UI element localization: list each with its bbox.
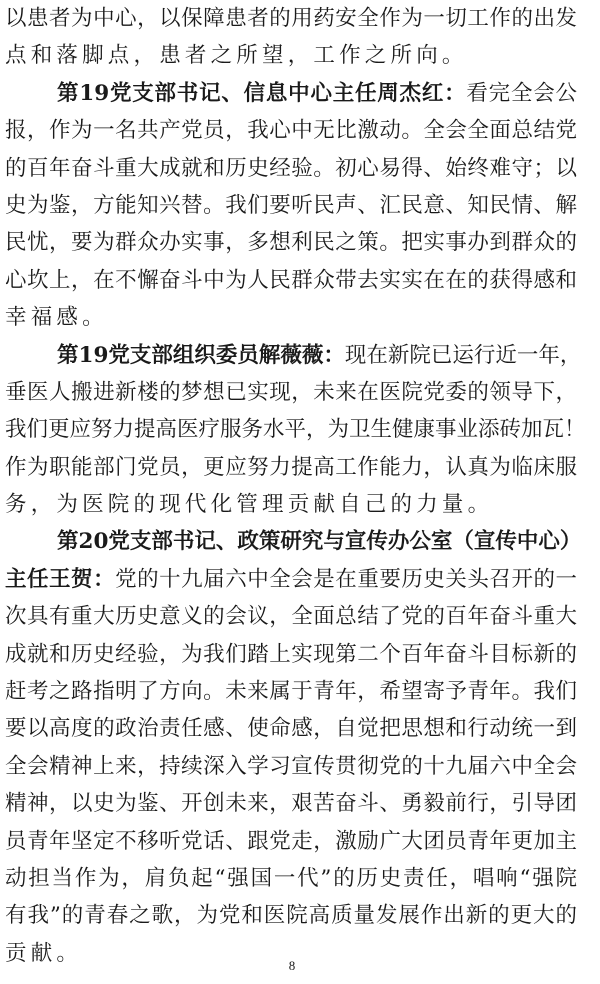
- line-text: 幸福感。: [5, 305, 108, 331]
- text-line: [5, 112, 577, 149]
- line-text: 看完全会公: [466, 80, 577, 106]
- line-text: 报，作为一名共产党员，我心中无比激动。全会全面总结党: [5, 118, 577, 144]
- line-text: 动担当作为，肩负起“强国一代”的历史责任，唱响“强院: [5, 865, 577, 891]
- speaker-line: [5, 75, 577, 112]
- speaker-line: [5, 523, 582, 560]
- text-line: [5, 486, 577, 523]
- speaker-line: [5, 561, 577, 598]
- text-line: [5, 224, 577, 261]
- line-text: 精神，以史为鉴、开创未来，艰苦奋斗、勇毅前行，引导团: [5, 791, 577, 817]
- line-text: 次具有重大历史意义的会议，全面总结了党的百年奋斗重大: [5, 604, 577, 630]
- line-text: 垂医人搬进新楼的梦想已实现，未来在医院党委的领导下，: [5, 379, 577, 405]
- line-text: 要以高度的政治责任感、使命感，自觉把思想和行动统一到: [5, 716, 577, 742]
- text-line: [5, 187, 577, 224]
- page-number: 8: [288, 958, 296, 973]
- text-line: [5, 411, 586, 448]
- line-text: 员青年坚定不移听党话、跟党走，激励广大团员青年更加主: [5, 828, 577, 854]
- text-line: [5, 374, 577, 411]
- line-text: 现在新院已运行近一年，: [344, 342, 582, 368]
- line-text: 成就和历史经验，为我们踏上实现第二个百年奋斗目标新的: [5, 641, 577, 667]
- document-page: [5, 0, 586, 972]
- text-line: [5, 0, 577, 37]
- line-text: 民忧，要为群众办实事，多想利民之策。把实事办到群众的: [5, 230, 577, 256]
- line-text: 全会精神上来，持续深入学习宣传贯彻党的十九届六中全会: [5, 753, 577, 779]
- line-text: 点和落脚点，患者之所望，工作之所向。: [5, 43, 468, 69]
- speaker-name: 第19党支部组织委员解薇薇：: [57, 342, 345, 368]
- line-text: 贡献。: [5, 940, 83, 966]
- text-line: [5, 598, 577, 635]
- line-text: 以患者为中心，以保障患者的用药安全作为一切工作的出发: [5, 6, 577, 31]
- line-text: 的百年奋斗重大成就和历史经验。初心易得、始终难守；以: [5, 155, 577, 181]
- text-line: [5, 785, 577, 822]
- text-line: [5, 449, 577, 486]
- text-line: [5, 299, 577, 336]
- text-line: [5, 897, 577, 934]
- text-line: [5, 37, 577, 74]
- line-text: 心坎上，在不懈奋斗中为人民群众带去实实在在的获得感和: [5, 267, 577, 293]
- speaker-line: [5, 337, 582, 374]
- text-line: [5, 748, 577, 785]
- text-line: [5, 150, 577, 187]
- text-line: [5, 710, 577, 747]
- line-text: 有我”的青春之歌，为党和医院高质量发展作出新的更大的: [5, 903, 577, 929]
- text-line: [5, 262, 577, 299]
- speaker-name: 第19党支部书记、信息中心主任周杰红：: [57, 80, 467, 106]
- line-text: 党的十九届六中全会是在重要历史关头召开的一: [115, 566, 577, 592]
- line-text: 赶考之路指明了方向。未来属于青年，希望寄予青年。我们: [5, 679, 577, 705]
- text-line: [5, 636, 577, 673]
- line-text: 务，为医院的现代化管理贡献自己的力量。: [5, 492, 494, 518]
- line-text: 史为鉴，方能知兴替。我们要听民声、汇民意、知民情、解: [5, 192, 577, 218]
- line-text: 作为职能部门党员，更应努力提高工作能力，认真为临床服: [5, 454, 577, 480]
- line-text: 我们更应努力提高医疗服务水平，为卫生健康事业添砖加瓦！: [5, 417, 586, 443]
- text-line: [5, 823, 577, 860]
- speaker-name: 第20党支部书记、政策研究与宣传办公室（宣传中心）: [57, 529, 582, 555]
- speaker-name: 主任王贺：: [5, 566, 116, 592]
- text-line: [5, 860, 577, 897]
- text-line: [5, 673, 577, 710]
